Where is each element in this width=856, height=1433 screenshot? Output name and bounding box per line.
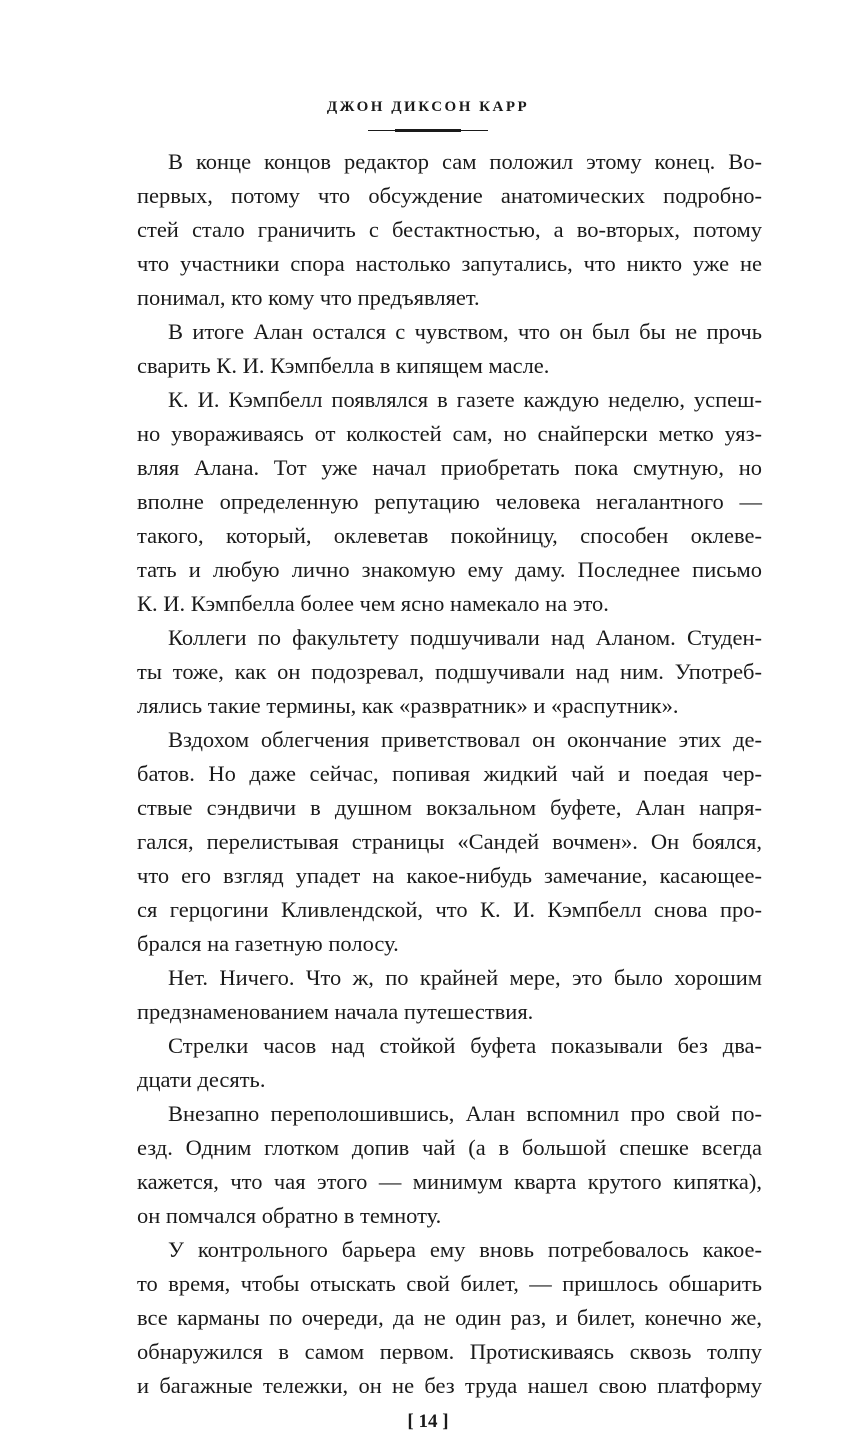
header-rule-divider	[368, 130, 488, 131]
text-line: Вздохом облегчения приветствовал он окончание этих де-	[168, 727, 762, 752]
text-line: обнаружился в самом первом. Протискиваясь сквозь толпу	[137, 1339, 762, 1364]
text-line: понимал, кто кому что предъявляет.	[137, 285, 480, 310]
text-line: такого, который, оклеветав покойницу, способен оклеве-	[137, 523, 762, 548]
text-line: гался, перелистывая страницы «Сандей вочмен». Он боялся,	[137, 829, 762, 854]
text-line: брался на газетную полосу.	[137, 931, 399, 956]
text-line: что его взгляд упадет на какое-нибудь замечание, касающее-	[137, 863, 762, 888]
text-line: и багажные тележки, он не без труда нашел свою платформу	[137, 1373, 762, 1398]
text-line: вполне определенную репутацию человека негалантного —	[137, 489, 762, 514]
text-line: К. И. Кэмпбелла более чем ясно намекало на это.	[137, 591, 609, 616]
text-line: он помчался обратно в темноту.	[137, 1203, 442, 1228]
paragraph	[137, 961, 762, 1029]
paragraph	[137, 315, 762, 383]
text-line: все карманы по очереди, да не один раз, и билет, конечно же,	[137, 1305, 762, 1330]
text-line: сварить К. И. Кэмпбелла в кипящем масле.	[137, 353, 550, 378]
text-line: Стрелки часов над стойкой буфета показывали без два-	[168, 1033, 762, 1058]
text-line: У контрольного барьера ему вновь потребовалось какое-	[168, 1237, 762, 1262]
text-line: В итоге Алан остался с чувством, что он был бы не прочь	[168, 319, 762, 344]
text-line: кажется, что чая этого — минимум кварта крутого кипятка),	[137, 1169, 762, 1194]
text-line: батов. Но даже сейчас, попивая жидкий чай и поедая чер-	[137, 761, 762, 786]
running-header: ДЖОН ДИКСОН КАРР	[326, 99, 530, 115]
text-line: предзнаменованием начала путешествия.	[137, 999, 534, 1024]
text-line: ты тоже, как он подозревал, подшучивали над ним. Употреб-	[137, 659, 762, 684]
text-line: дцати десять.	[137, 1067, 266, 1092]
text-line: ствые сэндвичи в душном вокзальном буфете, Алан напря-	[137, 795, 762, 820]
text-line: езд. Одним глотком допив чай (а в большой спешке всегда	[137, 1135, 762, 1160]
page-number: [ 14 ]	[407, 1411, 449, 1432]
text-line: К. И. Кэмпбелл появлялся в газете каждую неделю, успеш-	[168, 387, 762, 412]
text-line: но увораживаясь от колкостей сам, но снайперски метко уяз-	[137, 421, 762, 446]
text-line: что участники спора настолько запутались, что никто уже не	[137, 251, 762, 276]
text-line: вляя Алана. Тот уже начал приобретать пока смутную, но	[137, 455, 762, 480]
text-line: Внезапно переполошившись, Алан вспомнил про свой по-	[168, 1101, 762, 1126]
body-text	[137, 145, 762, 1403]
paragraph	[137, 1097, 762, 1233]
text-line: ся герцогини Кливлендской, что К. И. Кэмпбелл снова про-	[137, 897, 762, 922]
text-line: первых, потому что обсуждение анатомических подробно-	[137, 183, 762, 208]
paragraph	[137, 1029, 762, 1097]
text-line: Коллеги по факультету подшучивали над Аланом. Студен-	[168, 625, 762, 650]
paragraph	[137, 1233, 762, 1403]
text-line: то время, чтобы отыскать свой билет, — пришлось обшарить	[137, 1271, 762, 1296]
paragraph	[137, 723, 762, 961]
paragraph	[137, 383, 762, 621]
text-line: тать и любую лично знакомую ему даму. Последнее письмо	[137, 557, 762, 582]
text-line: стей стало граничить с бестактностью, а во-вторых, потому	[137, 217, 762, 242]
text-line: лялись такие термины, как «развратник» и «распутник».	[137, 693, 679, 718]
text-line: Нет. Ничего. Что ж, по крайней мере, это было хорошим	[168, 965, 762, 990]
paragraph	[137, 621, 762, 723]
paragraph	[137, 145, 762, 315]
text-line: В конце концов редактор сам положил этому конец. Во-	[168, 149, 762, 174]
